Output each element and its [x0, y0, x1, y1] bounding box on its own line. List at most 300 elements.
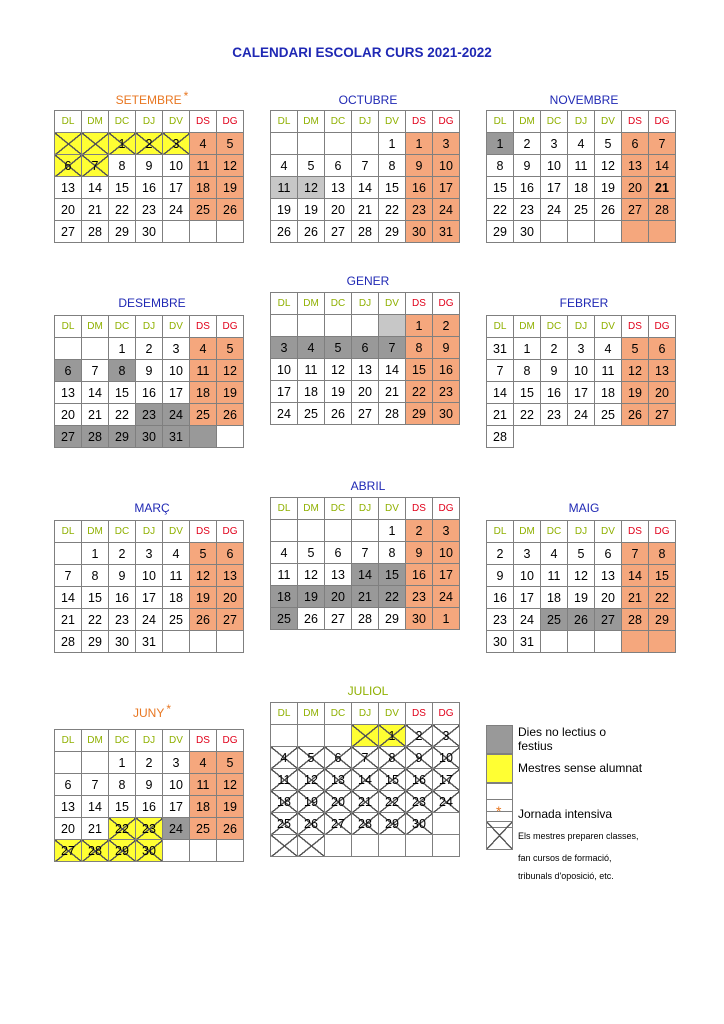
weekday-header: DS — [190, 111, 217, 133]
legend-jornada-intensiva: Jornada intensiva — [518, 807, 613, 821]
day-cell: 27 — [352, 403, 379, 425]
day-cell — [82, 338, 109, 360]
day-cell: 27 — [325, 813, 352, 835]
day-cell — [379, 315, 406, 337]
week-row — [271, 381, 460, 403]
day-cell: 8 — [379, 747, 406, 769]
day-cell — [352, 725, 379, 747]
day-cell: 16 — [136, 177, 163, 199]
month-name: JUNY — [132, 706, 165, 720]
weekday-header: DC — [325, 703, 352, 725]
weekday-header: DG — [649, 111, 676, 133]
month-title-desembre — [54, 296, 250, 310]
day-cell: 13 — [649, 360, 676, 382]
day-cell: 5 — [595, 133, 622, 155]
day-cell: 28 — [622, 609, 649, 631]
day-cell: 26 — [568, 609, 595, 631]
day-cell: 17 — [163, 382, 190, 404]
day-cell: 10 — [136, 565, 163, 587]
day-cell: 23 — [406, 199, 433, 221]
day-cell — [541, 631, 568, 653]
day-cell: 13 — [325, 177, 352, 199]
weekday-header: DS — [406, 703, 433, 725]
day-cell: 12 — [298, 177, 325, 199]
day-cell: 8 — [109, 155, 136, 177]
month-title-setembre — [54, 89, 250, 107]
day-cell: 6 — [622, 133, 649, 155]
day-cell: 25 — [298, 403, 325, 425]
day-cell: 25 — [595, 404, 622, 426]
week-row — [271, 221, 460, 243]
day-cell: 17 — [163, 796, 190, 818]
day-cell: 8 — [406, 337, 433, 359]
day-cell — [271, 520, 298, 542]
day-cell: 21 — [352, 586, 379, 608]
day-cell: 25 — [190, 199, 217, 221]
weekday-header: DM — [82, 521, 109, 543]
day-cell: 9 — [136, 774, 163, 796]
day-cell: 1 — [82, 543, 109, 565]
day-cell: 5 — [298, 542, 325, 564]
day-cell: 29 — [379, 221, 406, 243]
day-cell: 24 — [163, 818, 190, 840]
day-cell: 12 — [217, 155, 244, 177]
day-cell: 29 — [379, 608, 406, 630]
day-cell — [271, 133, 298, 155]
week-row — [271, 199, 460, 221]
week-row — [55, 752, 244, 774]
day-cell: 24 — [163, 404, 190, 426]
weekday-header: DS — [406, 111, 433, 133]
day-cell: 15 — [109, 177, 136, 199]
week-row — [271, 747, 460, 769]
day-cell: 4 — [190, 752, 217, 774]
month-title-gener — [270, 274, 466, 288]
weekday-header: DL — [55, 521, 82, 543]
day-cell: 1 — [379, 725, 406, 747]
day-cell: 11 — [541, 565, 568, 587]
weekday-header: DM — [82, 730, 109, 752]
day-cell: 28 — [352, 221, 379, 243]
weekday-header: DS — [406, 498, 433, 520]
day-cell — [271, 725, 298, 747]
week-row — [271, 586, 460, 608]
day-cell — [82, 133, 109, 155]
week-row — [271, 769, 460, 791]
day-cell — [55, 543, 82, 565]
day-cell: 9 — [406, 542, 433, 564]
day-cell: 21 — [622, 587, 649, 609]
week-row — [487, 155, 676, 177]
day-cell: 7 — [487, 360, 514, 382]
day-cell: 30 — [433, 403, 460, 425]
day-cell: 16 — [406, 564, 433, 586]
day-cell: 13 — [55, 382, 82, 404]
day-cell: 20 — [55, 818, 82, 840]
weekday-header: DG — [649, 521, 676, 543]
week-row — [487, 221, 676, 243]
weekday-header-row — [487, 316, 676, 338]
day-cell: 17 — [433, 177, 460, 199]
day-cell: 4 — [190, 338, 217, 360]
day-cell: 22 — [109, 818, 136, 840]
day-cell — [352, 520, 379, 542]
legend-no-lectius-line2: festius — [518, 739, 553, 753]
week-row — [487, 543, 676, 565]
day-cell — [649, 221, 676, 243]
day-cell: 27 — [217, 609, 244, 631]
weekday-header: DL — [271, 498, 298, 520]
day-cell: 14 — [649, 155, 676, 177]
day-cell — [595, 631, 622, 653]
day-cell: 18 — [271, 586, 298, 608]
day-cell: 13 — [217, 565, 244, 587]
day-cell: 3 — [541, 133, 568, 155]
day-cell — [433, 835, 460, 857]
day-cell: 9 — [136, 155, 163, 177]
day-cell: 10 — [163, 155, 190, 177]
day-cell: 22 — [649, 587, 676, 609]
day-cell: 31 — [514, 631, 541, 653]
day-cell: 3 — [271, 337, 298, 359]
day-cell: 1 — [109, 133, 136, 155]
weekday-header: DJ — [568, 521, 595, 543]
day-cell: 2 — [136, 133, 163, 155]
day-cell: 12 — [298, 564, 325, 586]
week-row — [487, 565, 676, 587]
day-cell: 4 — [568, 133, 595, 155]
day-cell — [190, 631, 217, 653]
weekday-header: DS — [190, 730, 217, 752]
calendar-desembre — [54, 315, 244, 448]
day-cell: 7 — [82, 155, 109, 177]
week-row — [55, 360, 244, 382]
day-cell: 5 — [298, 155, 325, 177]
day-cell: 17 — [433, 564, 460, 586]
week-row — [271, 337, 460, 359]
day-cell: 22 — [406, 381, 433, 403]
day-cell: 25 — [271, 813, 298, 835]
day-cell: 29 — [82, 631, 109, 653]
day-cell: 8 — [109, 360, 136, 382]
weekday-header: DS — [622, 111, 649, 133]
day-cell: 3 — [433, 725, 460, 747]
weekday-header-row — [271, 703, 460, 725]
month-name: OCTUBRE — [338, 93, 398, 107]
day-cell: 5 — [217, 338, 244, 360]
day-cell: 4 — [595, 338, 622, 360]
weekday-header: DV — [379, 498, 406, 520]
day-cell: 23 — [541, 404, 568, 426]
week-row — [55, 774, 244, 796]
day-cell: 29 — [109, 221, 136, 243]
day-cell: 9 — [406, 747, 433, 769]
calendar-maig — [486, 520, 676, 653]
day-cell: 1 — [406, 133, 433, 155]
weekday-header: DV — [379, 111, 406, 133]
day-cell: 21 — [352, 791, 379, 813]
day-cell: 19 — [190, 587, 217, 609]
day-cell: 4 — [541, 543, 568, 565]
day-cell: 26 — [271, 221, 298, 243]
day-cell: 29 — [109, 840, 136, 862]
day-cell: 18 — [568, 177, 595, 199]
asterisk-icon: * — [183, 89, 189, 103]
day-cell: 31 — [136, 631, 163, 653]
legend-prep-line3: tribunals d'oposició, etc. — [518, 871, 614, 881]
day-cell: 2 — [433, 315, 460, 337]
day-cell — [568, 221, 595, 243]
day-cell: 15 — [82, 587, 109, 609]
weekday-header: DG — [649, 316, 676, 338]
day-cell: 21 — [649, 177, 676, 199]
day-cell: 20 — [622, 177, 649, 199]
day-cell: 24 — [271, 403, 298, 425]
day-cell: 12 — [217, 774, 244, 796]
day-cell: 7 — [352, 542, 379, 564]
week-row — [55, 796, 244, 818]
day-cell: 25 — [541, 609, 568, 631]
weekday-header: DJ — [352, 498, 379, 520]
month-title-octubre — [270, 93, 466, 107]
week-row — [271, 725, 460, 747]
day-cell: 15 — [109, 382, 136, 404]
day-cell: 18 — [190, 177, 217, 199]
day-cell: 5 — [298, 747, 325, 769]
day-cell: 11 — [271, 769, 298, 791]
day-cell: 20 — [595, 587, 622, 609]
weekday-header: DM — [298, 498, 325, 520]
day-cell: 1 — [379, 520, 406, 542]
day-cell: 14 — [352, 177, 379, 199]
day-cell: 9 — [109, 565, 136, 587]
day-cell: 18 — [190, 382, 217, 404]
day-cell: 19 — [271, 199, 298, 221]
day-cell: 19 — [595, 177, 622, 199]
day-cell: 19 — [217, 382, 244, 404]
day-cell: 24 — [136, 609, 163, 631]
day-cell: 3 — [163, 752, 190, 774]
day-cell — [190, 426, 217, 448]
day-cell — [163, 221, 190, 243]
day-cell: 10 — [163, 360, 190, 382]
day-cell — [541, 221, 568, 243]
day-cell: 20 — [325, 791, 352, 813]
day-cell: 13 — [622, 155, 649, 177]
weekday-header-row — [55, 316, 244, 338]
weekday-header: DL — [271, 111, 298, 133]
day-cell: 17 — [568, 382, 595, 404]
day-cell: 12 — [568, 565, 595, 587]
day-cell: 16 — [109, 587, 136, 609]
weekday-header: DV — [163, 521, 190, 543]
day-cell: 7 — [352, 155, 379, 177]
month-name: ABRIL — [350, 479, 386, 493]
day-cell: 27 — [622, 199, 649, 221]
calendar-abril — [270, 497, 460, 630]
day-cell: 18 — [595, 382, 622, 404]
day-cell: 25 — [568, 199, 595, 221]
day-cell: 13 — [325, 564, 352, 586]
weekday-header: DC — [109, 111, 136, 133]
day-cell — [352, 133, 379, 155]
day-cell: 22 — [109, 199, 136, 221]
day-cell: 2 — [487, 543, 514, 565]
day-cell: 4 — [163, 543, 190, 565]
weekday-header: DL — [487, 521, 514, 543]
day-cell: 25 — [190, 404, 217, 426]
month-name: MAIG — [568, 501, 600, 515]
day-cell: 23 — [433, 381, 460, 403]
day-cell: 8 — [379, 155, 406, 177]
day-cell: 21 — [487, 404, 514, 426]
day-cell: 13 — [352, 359, 379, 381]
day-cell: 14 — [622, 565, 649, 587]
day-cell: 2 — [109, 543, 136, 565]
day-cell: 23 — [514, 199, 541, 221]
week-row — [271, 315, 460, 337]
day-cell: 9 — [541, 360, 568, 382]
weekday-header: DG — [217, 316, 244, 338]
page-title: CALENDARI ESCOLAR CURS 2021-2022 — [232, 45, 492, 60]
day-cell: 25 — [163, 609, 190, 631]
calendar-setembre — [54, 110, 244, 243]
week-row — [487, 404, 676, 426]
week-row — [55, 609, 244, 631]
weekday-header: DV — [163, 316, 190, 338]
day-cell — [379, 835, 406, 857]
weekday-header: DL — [55, 730, 82, 752]
day-cell: 21 — [82, 818, 109, 840]
weekday-header: DV — [163, 730, 190, 752]
day-cell: 15 — [514, 382, 541, 404]
day-cell: 16 — [136, 796, 163, 818]
day-cell: 30 — [487, 631, 514, 653]
day-cell: 1 — [109, 338, 136, 360]
day-cell: 4 — [298, 337, 325, 359]
day-cell — [55, 752, 82, 774]
week-row — [55, 404, 244, 426]
weekday-header: DS — [190, 316, 217, 338]
asterisk-icon: * — [496, 803, 502, 819]
day-cell: 29 — [379, 813, 406, 835]
day-cell: 8 — [109, 774, 136, 796]
day-cell: 22 — [109, 404, 136, 426]
day-cell: 11 — [271, 564, 298, 586]
weekday-header: DM — [82, 111, 109, 133]
day-cell: 22 — [379, 586, 406, 608]
day-cell: 1 — [406, 315, 433, 337]
day-cell — [352, 315, 379, 337]
day-cell: 6 — [55, 774, 82, 796]
weekday-header: DM — [298, 703, 325, 725]
day-cell: 31 — [163, 426, 190, 448]
day-cell: 12 — [217, 360, 244, 382]
day-cell — [433, 813, 460, 835]
weekday-header: DJ — [136, 316, 163, 338]
weekday-header: DV — [595, 521, 622, 543]
day-cell: 7 — [82, 774, 109, 796]
week-row — [487, 426, 676, 448]
day-cell: 28 — [379, 403, 406, 425]
day-cell: 8 — [487, 155, 514, 177]
weekday-header-row — [55, 730, 244, 752]
day-cell: 17 — [433, 769, 460, 791]
day-cell: 13 — [55, 177, 82, 199]
day-cell: 14 — [82, 177, 109, 199]
day-cell: 31 — [487, 338, 514, 360]
day-cell — [271, 835, 298, 857]
day-cell: 17 — [271, 381, 298, 403]
calendar-juny — [54, 729, 244, 862]
day-cell — [298, 725, 325, 747]
month-title-juny — [54, 702, 250, 720]
day-cell: 1 — [109, 752, 136, 774]
day-cell: 31 — [433, 221, 460, 243]
day-cell: 19 — [298, 791, 325, 813]
day-cell: 11 — [568, 155, 595, 177]
day-cell — [217, 840, 244, 862]
weekday-header: DC — [541, 111, 568, 133]
day-cell: 16 — [406, 177, 433, 199]
day-cell: 30 — [136, 221, 163, 243]
day-cell: 4 — [190, 133, 217, 155]
month-name: MARÇ — [134, 501, 170, 515]
day-cell: 7 — [55, 565, 82, 587]
week-row — [271, 177, 460, 199]
calendar-octubre — [270, 110, 460, 243]
day-cell: 6 — [595, 543, 622, 565]
day-cell: 10 — [433, 542, 460, 564]
day-cell: 7 — [352, 747, 379, 769]
day-cell: 22 — [379, 199, 406, 221]
day-cell: 22 — [487, 199, 514, 221]
day-cell: 25 — [271, 608, 298, 630]
day-cell: 28 — [352, 608, 379, 630]
day-cell: 16 — [514, 177, 541, 199]
weekday-header-row — [55, 521, 244, 543]
day-cell: 7 — [649, 133, 676, 155]
month-title-juliol — [270, 684, 466, 698]
month-name: DESEMBRE — [118, 296, 186, 310]
day-cell: 3 — [433, 520, 460, 542]
day-cell: 19 — [217, 177, 244, 199]
day-cell: 7 — [82, 360, 109, 382]
weekday-header: DC — [541, 316, 568, 338]
weekday-header: DV — [595, 111, 622, 133]
weekday-header: DG — [217, 730, 244, 752]
day-cell: 2 — [136, 752, 163, 774]
day-cell: 3 — [163, 133, 190, 155]
day-cell: 20 — [217, 587, 244, 609]
day-cell: 10 — [568, 360, 595, 382]
day-cell: 23 — [406, 586, 433, 608]
day-cell: 6 — [325, 155, 352, 177]
day-cell: 26 — [298, 608, 325, 630]
weekday-header: DJ — [568, 316, 595, 338]
day-cell: 13 — [595, 565, 622, 587]
weekday-header: DV — [163, 111, 190, 133]
weekday-header: DS — [406, 293, 433, 315]
month-title-febrer — [486, 296, 682, 310]
day-cell: 15 — [379, 769, 406, 791]
day-cell: 27 — [595, 609, 622, 631]
month-name: JULIOL — [347, 684, 389, 698]
day-cell: 23 — [136, 199, 163, 221]
calendar-febrer — [486, 315, 676, 448]
day-cell: 15 — [379, 177, 406, 199]
weekday-header: DM — [514, 111, 541, 133]
